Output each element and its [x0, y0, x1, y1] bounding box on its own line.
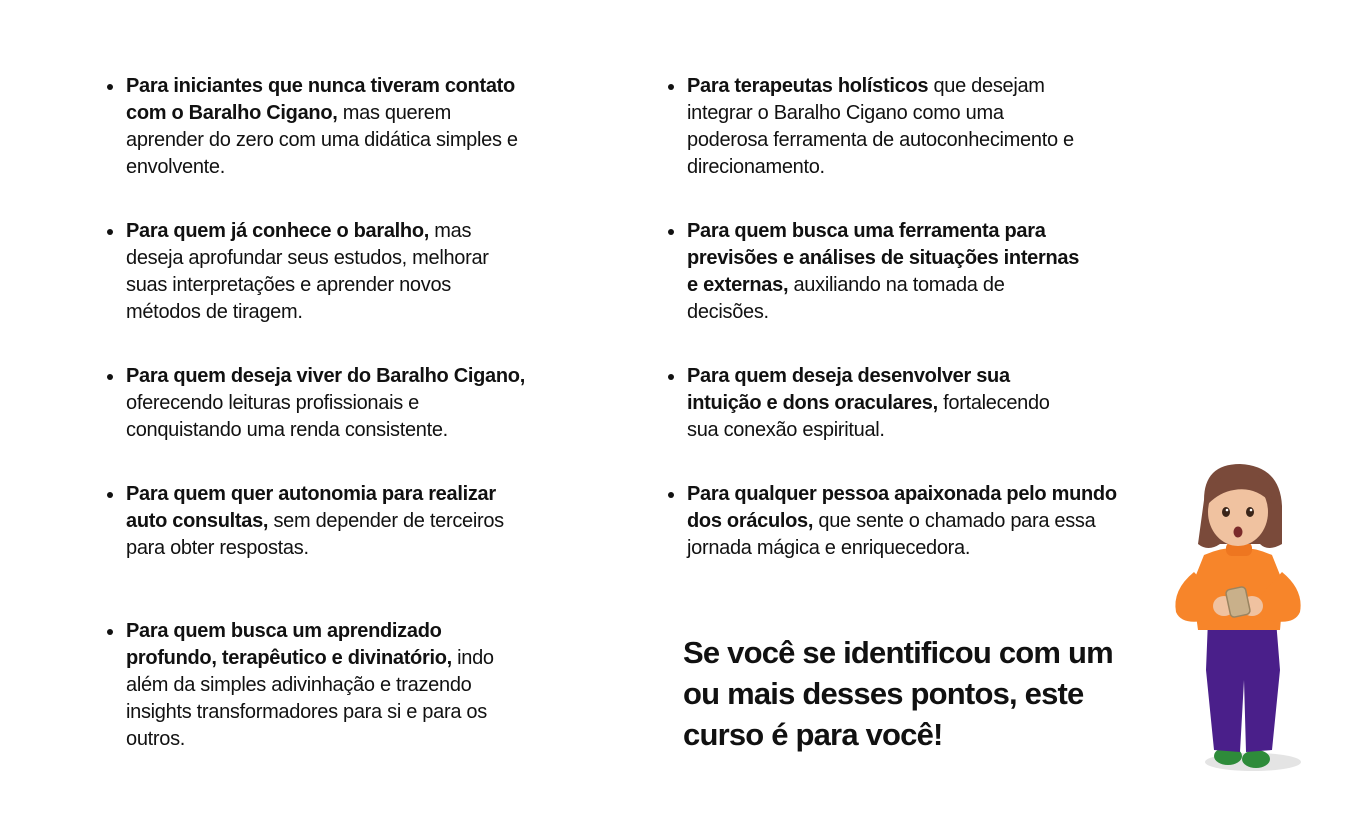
- item-bold-text: Para quem deseja desenvolver sua intuição e dons oraculares,: [687, 365, 1010, 414]
- item-bold-text: Para iniciantes que nunca tiveram contato com o Baralho Cigano,: [126, 75, 515, 124]
- item-text: que desejam integrar o Baralho Cigano como uma poderosa ferramenta de autoconhecimento e direcionamento.: [687, 75, 1074, 178]
- item-bold-text: Para quem busca um aprendizado profundo, terapêutico e divinatório,: [126, 620, 452, 669]
- item-text: oferecendo leituras profissionais e conquistando uma renda consistente.: [126, 392, 448, 441]
- list-item: [665, 73, 1082, 181]
- list-item: [104, 73, 526, 181]
- closing-statement: Se você se identificou com um ou mais desses pontos, este curso é para você!: [683, 635, 1113, 752]
- woman-with-phone-3d-icon: [1168, 460, 1308, 780]
- item-text: auxiliando na tomada de decisões.: [687, 274, 1005, 323]
- item-bold-text: Para terapeutas holísticos: [687, 75, 929, 97]
- item-bold-text: Para qualquer pessoa apaixonada pelo mundo dos oráculos,: [687, 483, 1117, 532]
- item-bold-text: Para quem já conhece o baralho,: [126, 220, 430, 242]
- list-item: [104, 218, 526, 326]
- list-item: [104, 363, 526, 444]
- item-bold-text: Para quem quer autonomia para realizar auto consultas,: [126, 483, 496, 532]
- item-text: que sente o chamado para essa jornada mágica e enriquecedora.: [687, 510, 1096, 559]
- item-bold-text: Para quem deseja viver do Baralho Cigano,: [126, 365, 525, 387]
- item-text: fortalecendo sua conexão espiritual.: [687, 392, 1050, 441]
- list-item: [104, 481, 526, 562]
- item-text: indo além da simples adivinhação e trazendo insights transformadores para si e para os outros.: [126, 647, 494, 750]
- list-item: [104, 618, 526, 753]
- item-bold-text: Para quem busca uma ferramenta para previsões e análises de situações internas e externas,: [687, 220, 1080, 296]
- item-text: sem depender de terceiros para obter respostas.: [126, 510, 504, 559]
- list-item: [665, 481, 1127, 562]
- list-item: [665, 363, 1082, 444]
- item-text: mas querem aprender do zero com uma didática simples e envolvente.: [126, 102, 518, 178]
- list-item: [665, 218, 1082, 326]
- item-text: mas deseja aprofundar seus estudos, melhorar suas interpretações e aprender novos métodos de tiragem.: [126, 220, 489, 323]
